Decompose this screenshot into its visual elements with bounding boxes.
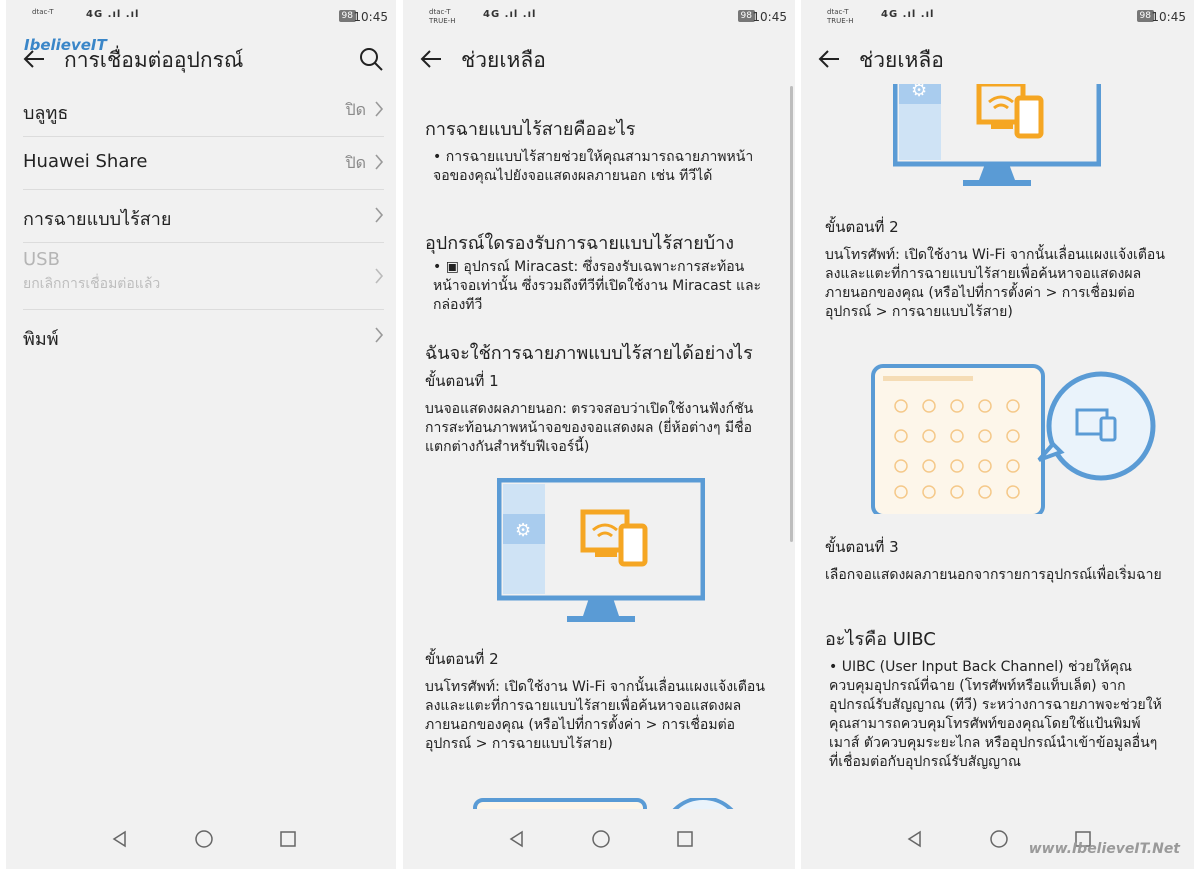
nav-back-icon[interactable] [905, 829, 925, 849]
navigation-bar [403, 811, 795, 869]
step-title: ขั้นตอนที่ 1 [425, 372, 499, 390]
app-bar [801, 34, 1194, 84]
step-text: บนจอแสดงผลภายนอก: ตรวจสอบว่าเปิดใช้งานฟังก์ชันการสะท้อนภาพหน้าจอของจอแสดงผล (ยี่ห้อต่างๆ มีชื่อแตกต่างกันสำหรับฟีเจอร์นี้) [425, 401, 754, 455]
chevron-right-icon [374, 326, 384, 344]
cast-icon: ▣ [445, 259, 459, 275]
back-arrow-icon[interactable] [417, 44, 447, 74]
status-time: 10:45 [752, 10, 787, 24]
settings-item-label: Huawei Share [23, 151, 148, 172]
phone-screen-connected-devices [6, 0, 396, 869]
carrier-label: dtac-T TRUE-H [429, 8, 456, 25]
status-bar [403, 0, 795, 34]
status-bar [801, 0, 1194, 34]
carrier-label: dtac-T TRUE-H [827, 8, 854, 25]
phone-screen-help-1 [403, 0, 795, 869]
quick-settings-illustration [871, 364, 1177, 514]
page-title: ช่วยเหลือ [859, 48, 944, 72]
svg-text:⚙: ⚙ [515, 520, 532, 541]
settings-item-label: การฉายแบบไร้สาย [23, 209, 172, 230]
signal-indicator: 4G .ıl .ıl [483, 9, 537, 20]
back-arrow-icon[interactable] [20, 44, 50, 74]
settings-item-usb [23, 243, 384, 310]
battery-indicator: 98 [738, 10, 755, 22]
chevron-right-icon [374, 267, 384, 285]
section-heading: ฉันจะใช้การฉายภาพแบบไร้สายได้อย่างไร [425, 343, 753, 364]
step-text: บนโทรศัพท์: เปิดใช้งาน Wi-Fi จากนั้นเลื่อนแผงแจ้งเตือนลงและแตะที่การฉายแบบไร้สายเพื่อค้นหาจอแสดงผลภายนอกของคุณ (หรือไปที่การตั้งค่า > การเชื่อมต่ออุปกรณ์ > การฉายแบบไร้สาย) [425, 679, 765, 752]
step-title: ขั้นตอนที่ 2 [425, 650, 499, 668]
settings-item-label: พิมพ์ [23, 329, 59, 350]
nav-back-icon[interactable] [507, 829, 527, 849]
phone-screen-help-2 [801, 0, 1194, 869]
page-title: ช่วยเหลือ [461, 48, 546, 72]
nav-back-icon[interactable] [110, 829, 130, 849]
svg-text:⚙: ⚙ [911, 80, 928, 101]
chevron-right-icon [374, 100, 384, 118]
section-heading: อุปกรณ์ใดรองรับการฉายแบบไร้สายบ้าง [425, 233, 735, 254]
navigation-bar [801, 811, 1194, 869]
settings-item-sub: ยกเลิกการเชื่อมต่อแล้ว [23, 276, 161, 292]
nav-home-icon[interactable] [591, 829, 611, 849]
settings-item-value: ปิด [345, 153, 366, 172]
bullet-text: • ▣ อุปกรณ์ Miracast: ซึ่งรองรับเฉพาะการสะท้อนหน้าจอเท่านั้น ซึ่งรวมถึงทีวีที่เปิดใช้งาน Miracast และกล่องทีวี [433, 259, 762, 313]
settings-item-label: USB [23, 249, 60, 270]
search-icon[interactable] [356, 44, 386, 74]
help-content [801, 80, 1194, 809]
signal-indicator: 4G .ıl .ıl [881, 9, 935, 20]
step-title: ขั้นตอนที่ 3 [825, 538, 899, 556]
settings-item-bluetooth[interactable] [23, 84, 384, 137]
nav-recents-icon[interactable] [675, 829, 695, 849]
step-title: ขั้นตอนที่ 2 [825, 218, 899, 236]
status-time: 10:45 [1151, 10, 1186, 24]
signal-indicator: 4G .ıl .ıl [86, 9, 140, 20]
status-time: 10:45 [353, 10, 388, 24]
monitor-illustration [893, 80, 1101, 190]
settings-item-label: บลูทูธ [23, 103, 69, 124]
settings-item-huawei-share[interactable] [23, 137, 384, 190]
settings-item-print[interactable] [23, 310, 384, 362]
battery-indicator: 98 [339, 10, 356, 22]
step-text: บนโทรศัพท์: เปิดใช้งาน Wi-Fi จากนั้นเลื่อนแผงแจ้งเตือนลงและแตะที่การฉายแบบไร้สายเพื่อค้นหาจอแสดงผลภายนอกของคุณ (หรือไปที่การตั้งค่า > การเชื่อมต่ออุปกรณ์ > การฉายแบบไร้สาย) [825, 247, 1165, 320]
back-arrow-icon[interactable] [815, 44, 845, 74]
settings-list [6, 84, 396, 809]
bullet-text: • การฉายแบบไร้สายช่วยให้คุณสามารถฉายภาพหน้าจอของคุณไปยังจอแสดงผลภายนอก เช่น ทีวีได้ [433, 149, 754, 184]
help-content [403, 84, 795, 809]
page-title: การเชื่อมต่ออุปกรณ์ [64, 48, 244, 72]
navigation-bar [6, 811, 396, 869]
step-text: เลือกจอแสดงผลภายนอกจากรายการอุปกรณ์เพื่อเริ่มฉาย [825, 567, 1162, 583]
nav-home-icon[interactable] [989, 829, 1009, 849]
carrier-label: dtac-T [32, 8, 54, 16]
app-bar [6, 34, 396, 84]
nav-home-icon[interactable] [194, 829, 214, 849]
bullet-text: • UIBC (User Input Back Channel) ช่วยให้คุณควบคุมอุปกรณ์ที่ฉาย (โทรศัพท์หรือแท็บเล็ต) จากอุปกรณ์รับสัญญาณ (ทีวี) ระหว่างการฉายภาพจะช่วยให้คุณสามารถควบคุมโทรศัพท์ของคุณโดยใช้แป้นพิมพ์ เมาส์ ตัวควบคุมระยะไกล หรืออุปกรณ์นำเข้าข้อมูลอื่นๆ ที่เชื่อมต่อกับอุปกรณ์รับสัญญาณ [829, 659, 1162, 770]
battery-indicator: 98 [1137, 10, 1154, 22]
chevron-right-icon [374, 206, 384, 224]
phone-illustration-partial [473, 798, 743, 809]
app-bar [403, 34, 795, 84]
monitor-illustration [497, 478, 705, 624]
nav-recents-icon[interactable] [278, 829, 298, 849]
chevron-right-icon [374, 153, 384, 171]
status-bar [6, 0, 396, 34]
settings-item-value: ปิด [345, 100, 366, 119]
site-logo: IbelieveIT [24, 36, 107, 54]
settings-item-wireless-projection[interactable] [23, 190, 384, 243]
watermark: www.IbelieveIT.Net [1028, 841, 1180, 857]
section-heading: การฉายแบบไร้สายคืออะไร [425, 119, 636, 140]
section-heading: อะไรคือ UIBC [825, 629, 936, 650]
